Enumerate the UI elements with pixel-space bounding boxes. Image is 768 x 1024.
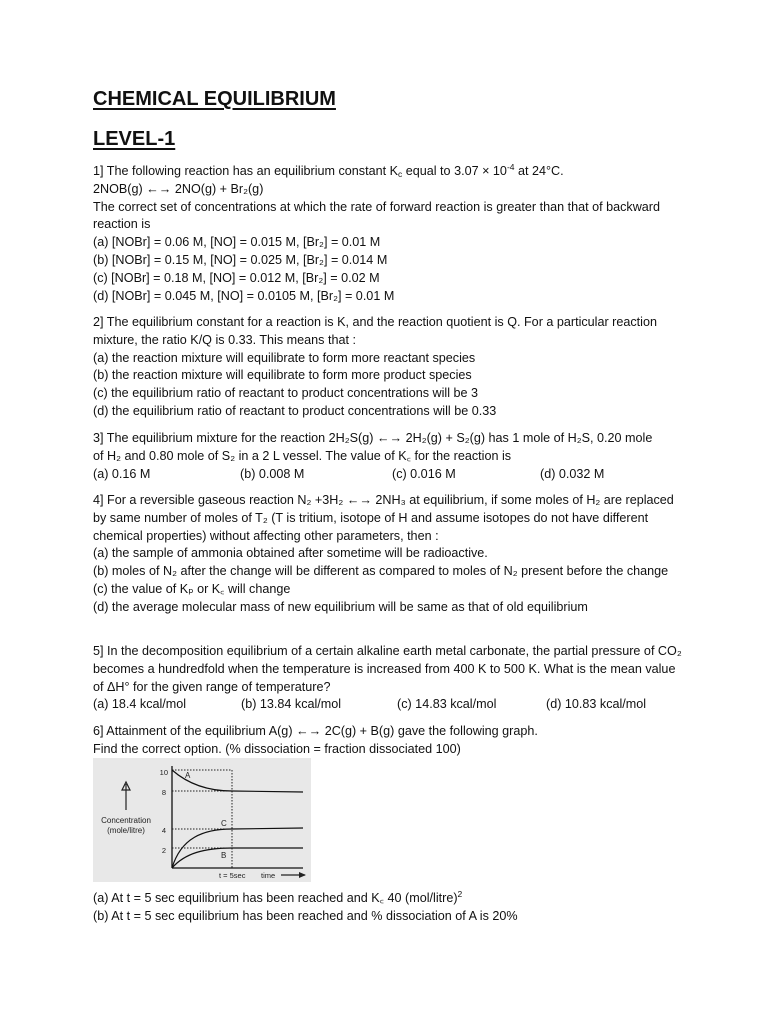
curve-a: [172, 770, 303, 792]
question-4: [93, 492, 683, 617]
graph-ylabel-1: Concentration: [101, 816, 151, 825]
document-title: CHEMICAL EQUILIBRIUM: [93, 88, 336, 110]
curve-label-c: C: [221, 819, 227, 828]
right-arrow-head-icon: [299, 872, 306, 878]
question-6: [93, 723, 683, 759]
question-3: [93, 430, 683, 483]
q2-option-d: (d) the equilibrium ratio of reactant to product concentrations will be 0.33: [93, 403, 497, 418]
q2-option-c: (c) the equilibrium ratio of reactant to product concentrations will be 3: [93, 386, 479, 401]
curve-label-b: B: [221, 851, 227, 860]
q3-option-d: (d) 0.032 M: [540, 466, 605, 481]
q3-option-b: (b) 0.008 M: [240, 466, 305, 481]
curve-b: [172, 848, 303, 868]
ytick-10: 10: [159, 768, 168, 777]
q3-option-c: (c) 0.016 M: [392, 466, 456, 481]
q5-options: [93, 696, 683, 714]
question-1: [93, 163, 683, 305]
q1-reaction: 2NOB(g) ←→ 2NO(g) + Br₂(g): [93, 181, 264, 196]
concentration-time-graph: [93, 758, 311, 882]
q5-option-d: (d) 10.83 kcal/mol: [546, 697, 647, 712]
q6-option-b: (b) At t = 5 sec equilibrium has been reached and % dissociation of A is 20%: [93, 908, 518, 923]
q1-option-a: (a) [NOBr] = 0.06 M, [NO] = 0.015 M, [Br₂] = 0.01 M: [93, 235, 381, 250]
q6-line-1: 6] Attainment of the equilibrium A(g) ←→ 2C(g) + B(g) gave the following graph.: [93, 724, 538, 738]
q1-option-d: (d) [NOBr] = 0.045 M, [NO] = 0.0105 M, [Br₂] = 0.01 M: [93, 288, 395, 303]
graph-xlabel-t: t = 5sec: [219, 871, 246, 880]
q1-option-b: (b) [NOBr] = 0.15 M, [NO] = 0.025 M, [Br₂] = 0.014 M: [93, 252, 388, 267]
q5-option-c: (c) 14.83 kcal/mol: [397, 697, 497, 712]
q4-text: 4] For a reversible gaseous reaction N₂ +3H₂ ←→ 2NH₃ at equilibrium, if some moles of H₂ are replaced by same number of moles of T₂ (T is tritium, isotope of H and assume isotopes do not have different chemical properties) without affecting other parameters, then :: [93, 493, 674, 543]
q1-stem: 1] The following reaction has an equilibrium constant $K_c$ equal to $3.07 \times 10^{-4}$ at 24°C.: [93, 162, 564, 179]
q2-text: 2] The equilibrium constant for a reaction is K, and the reaction quotient is Q. For a particular reaction mixture, the ratio K/Q is 0.33. This means that :: [93, 315, 657, 347]
q3-line-2: of H₂ and 0.80 mole of S₂ in a 2 L vessel. The value of K꜀ for the reaction is: [93, 448, 512, 463]
q5-option-a: (a) 18.4 kcal/mol: [93, 697, 187, 712]
q3-line-1: 3] The equilibrium mixture for the reaction 2H₂S(g) ←→ 2H₂(g) + S₂(g) has 1 mole of H₂S, 0.20 mole: [93, 431, 653, 445]
question-6-options: [93, 890, 683, 926]
q1-option-c: (c) [NOBr] = 0.18 M, [NO] = 0.012 M, [Br₂] = 0.02 M: [93, 270, 380, 285]
q4-option-b: (b) moles of N₂ after the change will be different as compared to moles of N₂ present before the change: [93, 564, 669, 579]
q4-option-a: (a) the sample of ammonia obtained after sometime will be radioactive.: [93, 546, 488, 561]
q2-option-a: (a) the reaction mixture will equilibrate to form more reactant species: [93, 350, 476, 365]
q5-option-b: (b) 13.84 kcal/mol: [241, 697, 342, 712]
graph-ylabel-2: (mole/litre): [107, 826, 145, 835]
question-2: [93, 314, 683, 421]
ytick-2: 2: [161, 846, 166, 855]
q6-option-a: (a) At t = 5 sec equilibrium has been reached and K꜀ 40 (mol/litre)$^2$: [93, 889, 463, 905]
ytick-8: 8: [161, 788, 166, 797]
curve-label-a: A: [185, 771, 191, 780]
level-heading: LEVEL-1: [93, 128, 176, 150]
question-5: [93, 643, 683, 714]
q4-option-c: (c) the value of Kₚ or K꜀ will change: [93, 581, 291, 596]
q2-option-b: (b) the reaction mixture will equilibrate to form more product species: [93, 368, 472, 383]
graph-xlabel: time: [261, 871, 276, 880]
q6-line-2: Find the correct option. (% dissociation = fraction dissociated 100): [93, 741, 461, 756]
graph-svg: [93, 758, 311, 882]
q3-option-a: (a) 0.16 M: [93, 466, 151, 481]
ytick-4: 4: [161, 826, 166, 835]
q3-options: [93, 466, 683, 484]
q5-text: 5] In the decomposition equilibrium of a certain alkaline earth metal carbonate, the partial pressure of CO₂ becomes a hundredfold when the temperature is increased from 400 K to 500 K. What is the mean value of ΔH° for the given range of temperature?: [93, 644, 682, 694]
q4-option-d: (d) the average molecular mass of new equilibrium will be same as that of old equilibrium: [93, 599, 588, 614]
q1-text: The correct set of concentrations at which the rate of forward reaction is greater than that of backward reaction is: [93, 199, 661, 232]
